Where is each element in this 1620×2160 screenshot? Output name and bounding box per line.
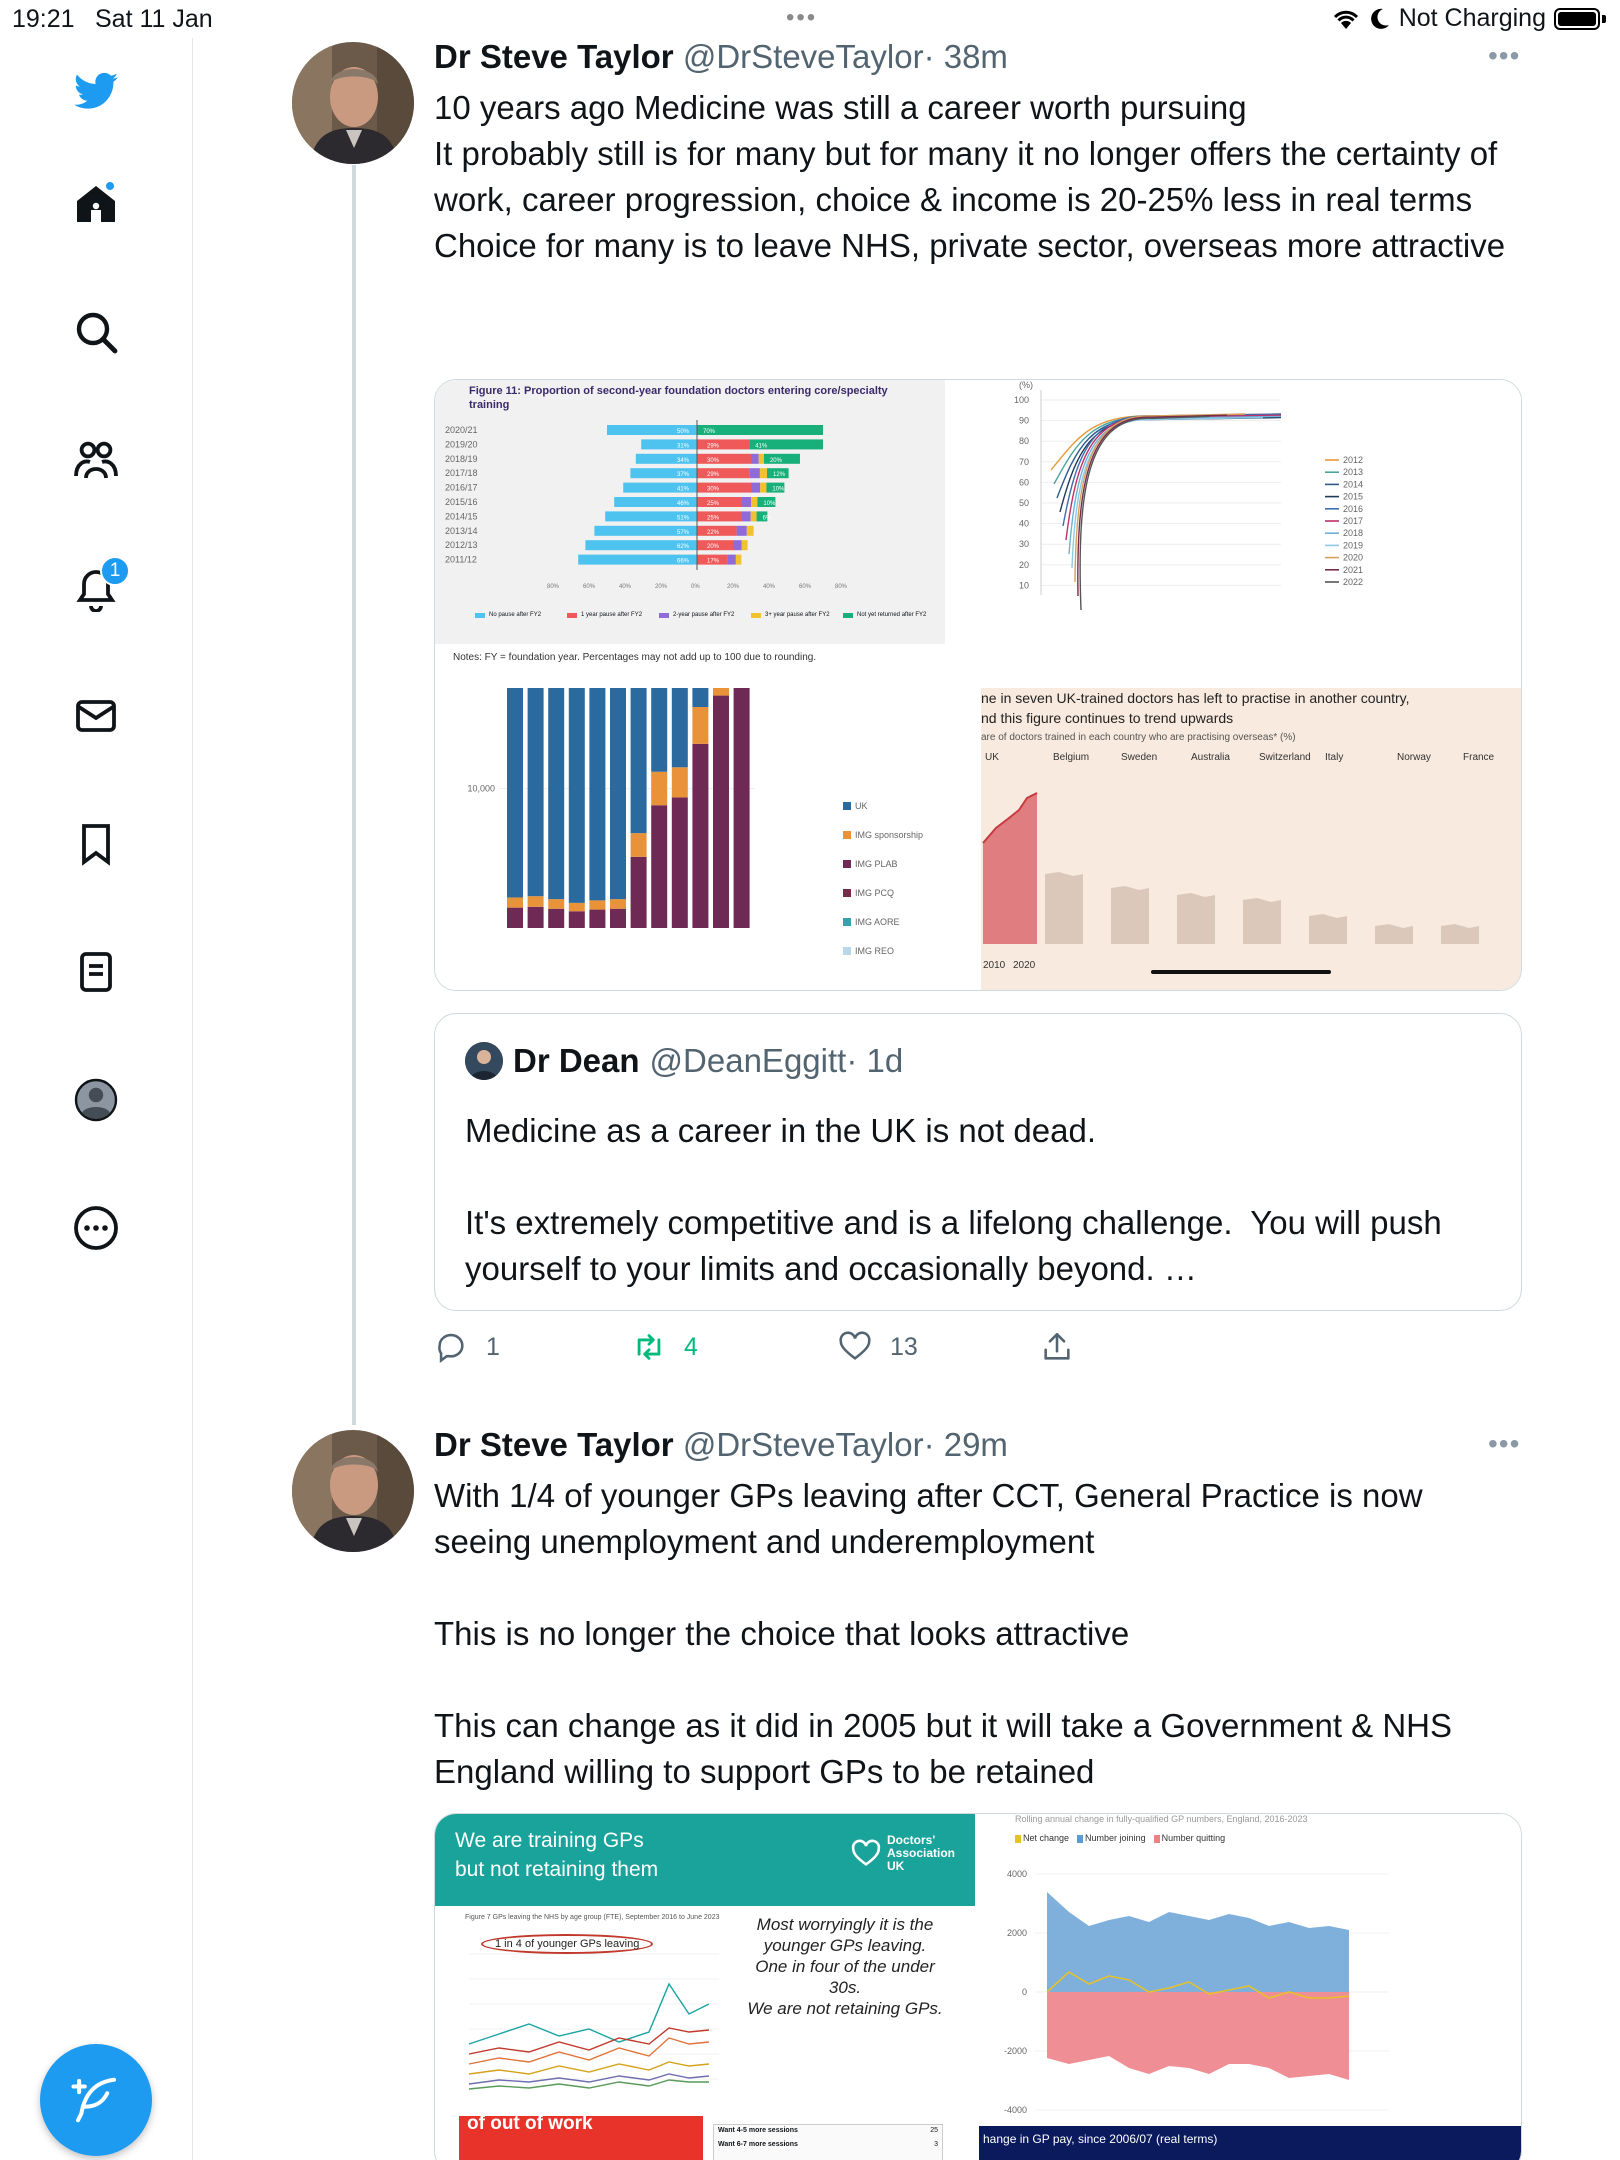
tweet-header [434, 1426, 1008, 1464]
fig11-axis-tick: 60% [799, 584, 812, 590]
fig11-bar-two-year [742, 497, 751, 507]
communities-icon[interactable] [70, 434, 122, 486]
stack-bar-uk [651, 688, 667, 772]
overseas-area-country [1111, 886, 1149, 944]
fig11-bar-label: 57% [677, 529, 690, 536]
tweet-more-button[interactable]: ••• [1488, 40, 1521, 71]
author-handle[interactable]: @DrSteveTaylor [682, 38, 924, 75]
stack-bar-img-sponsorship [610, 899, 626, 909]
fig11-bar-three-year [751, 497, 757, 507]
table-row-value: 25 [930, 2127, 938, 2134]
fig11-year-label: 2019/20 [445, 439, 478, 450]
overseas-area-country [1045, 872, 1083, 944]
fig11-bar-label: 70% [703, 429, 716, 435]
cum-legend-label: 2017 [1343, 516, 1364, 526]
stack-bar-uk [507, 688, 523, 897]
quote-header [465, 1042, 903, 1080]
gpn-legend-item: Net change [1015, 1833, 1069, 1843]
fig11-year-label: 2013/14 [445, 525, 478, 536]
overseas-headline-1: ne in seven UK-trained doctors has left to practise in another country, [981, 690, 1410, 706]
stack-bar-img-plab [631, 857, 647, 928]
fig11-axis-tick: 40% [619, 584, 632, 590]
fig11-axis-tick: 0% [691, 584, 700, 590]
gp-pay-banner-text: hange in GP pay, since 2006/07 (real terms) [983, 2132, 1218, 2146]
da-uk-table [713, 2124, 943, 2160]
cum-series-line [1072, 418, 1263, 568]
fig11-bar-label: 51% [677, 515, 690, 522]
overseas-subtitle: are of doctors trained in each country who are practising overseas* (%) [981, 732, 1296, 743]
retweet-icon [632, 1330, 666, 1364]
fig11-bar-label: 20% [707, 544, 720, 551]
fig11-axis-tick: 20% [727, 584, 740, 590]
battery-tip [1602, 15, 1606, 23]
tweet-media-grid[interactable] [434, 379, 1522, 991]
fig11-bar-label: 31% [677, 443, 690, 450]
stack-bar-uk [631, 688, 647, 833]
stack-bar-uk [692, 688, 708, 707]
cum-legend-label: 2015 [1343, 491, 1364, 502]
reply-count: 1 [486, 1332, 500, 1361]
fig11-bar-label: 22% [707, 529, 720, 536]
da-uk-footer-banner [459, 2113, 703, 2160]
stack-bar-img-plab [569, 911, 585, 928]
table-row-value: 3 [934, 2141, 938, 2148]
quote-author-name[interactable]: Dr Dean [513, 1042, 640, 1079]
cum-legend-label: 2019 [1343, 540, 1364, 551]
media-gp-numbers[interactable] [979, 1814, 1522, 2160]
gp-numbers-title: Rolling annual change in fully-qualified GP numbers, England, 2016-2023 [1015, 1814, 1308, 1824]
fig11-bar-label: 25% [707, 501, 720, 507]
media-da-uk[interactable] [435, 1814, 975, 2160]
share-button[interactable] [1040, 1330, 1074, 1364]
stack-bar-img-sponsorship [528, 896, 544, 907]
stack-bar-img-sponsorship [589, 900, 605, 909]
overseas-area-country [1375, 924, 1413, 944]
home-icon[interactable] [70, 178, 122, 230]
stacked-bar-chart [435, 688, 977, 991]
gpn-legend-item: Number joining [1077, 1833, 1146, 1843]
fig11-bar-label: 10% [763, 501, 776, 507]
fig11-bar-two-year [751, 454, 759, 464]
stack-legend-swatch [843, 918, 851, 926]
cum-y-tick: 10 [1018, 580, 1029, 591]
avatar[interactable] [292, 42, 414, 164]
more-icon[interactable] [70, 1202, 122, 1254]
profile-icon[interactable] [70, 1074, 122, 1126]
stack-bar-img-plab [734, 688, 750, 928]
overseas-country-label: UK [985, 752, 999, 763]
fig11-bar-label: 6% [762, 515, 772, 522]
gpn-y-tick: -4000 [1003, 2105, 1027, 2115]
fig11-legend-item: 2-year pause after FY2 [659, 612, 749, 619]
fig11-bar-label: 50% [677, 429, 690, 435]
overseas-area-country [1177, 893, 1215, 944]
legend-swatch [475, 613, 485, 618]
fig11-bar-three-year [760, 468, 767, 478]
overseas-x-label: 2010 [983, 960, 1006, 971]
da-uk-callout: 1 in 4 of younger GPs leaving [481, 1934, 653, 1954]
messages-icon[interactable] [70, 690, 122, 742]
media-cumulative-chart[interactable] [981, 380, 1522, 684]
stack-bar-img-sponsorship [692, 707, 708, 744]
tweet-more-button[interactable]: ••• [1488, 1428, 1521, 1459]
status-bar [0, 0, 1620, 38]
like-count: 13 [890, 1332, 918, 1361]
reply-icon [434, 1330, 468, 1364]
overseas-area-country [1441, 924, 1479, 944]
cum-y-tick: 50 [1018, 498, 1029, 508]
fig11-bar-one-year [697, 454, 751, 464]
stack-bar-img-plab [507, 908, 523, 928]
fig11-bar-three-year [760, 483, 766, 493]
figure11-chart [435, 420, 945, 620]
tweet-actions [434, 1330, 1134, 1370]
tweet-text: With 1/4 of younger GPs leaving after CCT, General Practice is now seeing unemployment and underemployment This is no longer the choice that looks attractive This can change as it did in 2005 but it will take a Government & NHS England willing to support GPs to be retained [434, 1477, 1453, 1790]
stack-legend-label: UK [855, 801, 868, 811]
overseas-country-label: Sweden [1121, 752, 1158, 763]
overseas-country-label: Italy [1325, 752, 1344, 763]
gpn-legend-item: Number quitting [1154, 1833, 1226, 1843]
quoted-tweet[interactable] [434, 1013, 1522, 1311]
fig11-bar-one-year [697, 483, 751, 493]
cum-y-tick: 40 [1018, 518, 1029, 529]
table-row-label: Want 4-5 more sessions [718, 2127, 798, 2134]
wifi-icon [1331, 7, 1361, 31]
cum-y-tick: 100 [1013, 395, 1029, 405]
overseas-country-label: Switzerland [1259, 752, 1311, 763]
tweet-media-grid[interactable] [434, 1813, 1522, 2160]
media-overseas-chart[interactable] [981, 688, 1522, 991]
tweet-text: 10 years ago Medicine was still a career worth pursuing It probably still is for many but for many it no longer offers the certainty of work, career progression, choice & income is 20-25% less in real terms Choice for many is to leave NHS, private sector, overseas more attractive [434, 89, 1506, 264]
fig11-bar-two-year [728, 555, 736, 565]
legend-swatch [659, 613, 669, 618]
fig11-bar-label: 34% [677, 457, 690, 464]
overseas-country-label: Australia [1191, 752, 1230, 763]
lists-icon[interactable] [70, 946, 122, 998]
fig11-year-label: 2012/13 [445, 540, 478, 551]
fig11-bar-label: 20% [769, 457, 782, 464]
quote-author-handle[interactable]: @DeanEggitt [649, 1042, 847, 1079]
stack-legend-swatch [843, 831, 851, 839]
stack-bar-img-plab [589, 910, 605, 928]
cum-legend-label: 2012 [1343, 455, 1364, 465]
overseas-country-label: Belgium [1053, 752, 1090, 763]
fig11-bar-label: 10% [772, 486, 785, 493]
reply-button[interactable] [434, 1330, 500, 1364]
overseas-x-label: 2020 [1013, 960, 1036, 971]
stack-legend-label: IMG AORE [855, 917, 900, 927]
stack-legend-label: IMG PCQ [855, 888, 895, 898]
stack-bar-img-plab [672, 797, 688, 928]
stethoscope-heart-icon [849, 1836, 883, 1870]
fig11-bar-one-year [697, 511, 742, 521]
da-uk-banner-text: We are training GPs but not retaining them [455, 1829, 659, 1881]
stack-bar-img-plab [548, 909, 564, 928]
cum-series-line [1080, 416, 1209, 610]
gpn-area-joining [1047, 1892, 1349, 1992]
home-new-dot [104, 180, 116, 192]
fig11-legend-item: 3+ year pause after FY2 [751, 612, 841, 619]
stack-bar-img-sponsorship [548, 899, 564, 909]
fig11-year-label: 2015/16 [445, 497, 478, 507]
quote-text: Medicine as a career in the UK is not dead. It's extremely competitive and is a lifelong challenge. You will push yourself to your limits and occasionally beyond. … [465, 1112, 1442, 1287]
fig11-bar-two-year [733, 540, 742, 550]
notifications-icon[interactable] [70, 562, 122, 614]
fig11-bar-label: 41% [755, 443, 768, 450]
fig11-bar-one-year [697, 497, 742, 507]
twitter-bird-icon[interactable] [70, 66, 122, 118]
fig11-bar-label: 29% [707, 472, 720, 479]
stack-bar-img-sponsorship [651, 772, 667, 805]
sidebar-nav [0, 38, 193, 2160]
stack-bar-uk [548, 688, 564, 899]
stack-legend-label: IMG REO [855, 946, 895, 956]
figure11-title: Figure 11: Proportion of second-year foundation doctors entering core/specialty training [469, 385, 888, 411]
cum-y-tick: 70 [1018, 456, 1029, 467]
status-right [1331, 4, 1606, 33]
overseas-chart [981, 748, 1522, 991]
stack-legend-label: IMG PLAB [855, 859, 898, 869]
stack-bar-img-sponsorship [631, 833, 647, 857]
stack-bar-uk [528, 688, 544, 896]
legend-swatch [751, 613, 761, 618]
compose-tweet-button[interactable] [40, 2044, 152, 2156]
overseas-country-label: France [1463, 752, 1495, 763]
fig11-year-label: 2011/12 [445, 554, 477, 565]
fig11-axis-tick: 80% [547, 584, 560, 590]
multitasking-dots[interactable]: ••• [786, 4, 818, 31]
charging-status: Not Charging [1398, 4, 1546, 32]
gpn-y-tick: -2000 [1003, 2046, 1027, 2056]
notifications-badge: 1 [100, 556, 130, 586]
stack-bar-img-plab [713, 696, 729, 928]
fig11-bar-two-year [742, 511, 751, 521]
stack-bar-img-sponsorship [713, 688, 729, 696]
tweet-header [434, 38, 1008, 76]
fig11-year-label: 2016/17 [445, 482, 478, 493]
fig11-bar-label: 66% [677, 558, 690, 565]
stack-bar-uk [589, 688, 605, 900]
cum-y-tick: 90 [1018, 415, 1029, 426]
fig11-bar-three-year [736, 555, 742, 565]
cum-y-tick: 60 [1018, 477, 1029, 488]
tweet-time[interactable]: · 29m [923, 1426, 1008, 1463]
stack-bar-uk [672, 688, 688, 767]
stack-legend-label: IMG sponsorship [855, 830, 924, 840]
cum-legend-label: 2016 [1343, 503, 1364, 514]
stack-bar-img-plab [692, 744, 708, 928]
cum-y-tick: 30 [1018, 539, 1029, 550]
gpn-y-tick: 0 [1021, 1987, 1027, 1997]
legend-swatch [843, 613, 853, 618]
gpn-y-tick: 2000 [1006, 1928, 1027, 1938]
cum-legend-label: 2013 [1343, 467, 1364, 478]
heart-icon [838, 1330, 872, 1364]
stack-bar-img-sponsorship [569, 903, 585, 911]
retweet-count: 4 [684, 1332, 698, 1361]
quote-time[interactable]: · 1d [846, 1042, 904, 1079]
stack-bar-uk [610, 688, 626, 899]
stack-legend-swatch [843, 860, 851, 868]
thread-connector-line [352, 165, 356, 1425]
gp-numbers-chart [979, 1842, 1522, 2142]
fig11-bar-label: 17% [707, 558, 720, 565]
gp-numbers-legend [1015, 1828, 1315, 1842]
fig11-bar-two-year [751, 483, 760, 493]
gp-pay-banner [979, 2126, 1522, 2160]
stack-legend-swatch [843, 889, 851, 897]
fig11-year-label: 2020/21 [445, 425, 478, 435]
table-row-label: Want 6-7 more sessions [718, 2141, 798, 2148]
author-name[interactable]: Dr Steve Taylor [434, 1426, 674, 1463]
stack-legend-swatch [843, 947, 851, 955]
fig11-bar-label: 25% [707, 515, 720, 522]
fig11-axis-tick: 80% [835, 584, 848, 590]
retweet-button[interactable] [632, 1330, 698, 1364]
overseas-area-country [1243, 898, 1281, 944]
fig11-bar-label: 41% [677, 486, 690, 493]
overseas-country-label: Norway [1397, 752, 1431, 763]
fig11-bar-label: 30% [707, 486, 720, 493]
quote-avatar[interactable] [465, 1042, 503, 1080]
stack-legend-swatch [843, 802, 851, 810]
fig11-bar-label: 62% [677, 544, 690, 551]
stack-y-tick: 10,000 [467, 783, 495, 794]
stack-bar-img-sponsorship [507, 897, 523, 907]
da-uk-banner [435, 1814, 975, 1906]
cum-y-tick: 20 [1018, 559, 1029, 570]
home-indicator [1151, 970, 1331, 974]
fig11-axis-tick: 20% [655, 584, 668, 590]
media-figure11[interactable] [435, 380, 977, 684]
author-handle[interactable]: @DrSteveTaylor [682, 1426, 924, 1463]
fig11-bar-label: 46% [677, 501, 690, 507]
overseas-area-uk [983, 793, 1037, 944]
fig11-bar-label: 30% [707, 457, 720, 464]
fig11-bar-label: 29% [707, 443, 720, 450]
cumulative-chart [981, 380, 1522, 684]
stack-bar-img-plab [610, 909, 626, 928]
cum-series-line [1063, 414, 1281, 526]
battery-icon [1554, 8, 1600, 30]
cum-legend-label: 2018 [1343, 528, 1364, 539]
fig11-year-label: 2014/15 [445, 511, 478, 522]
bookmarks-icon[interactable] [70, 818, 122, 870]
gpleave-series-line [469, 2038, 709, 2064]
fig11-year-label: 2018/19 [445, 453, 478, 464]
fig11-bar-three-year [759, 454, 764, 464]
cum-legend-label: 2014 [1343, 479, 1364, 490]
stack-bar-img-plab [528, 907, 544, 928]
compose-feather-icon [69, 2073, 123, 2127]
author-name[interactable]: Dr Steve Taylor [434, 38, 674, 75]
cum-legend-label: 2022 [1343, 577, 1364, 587]
search-icon[interactable] [70, 306, 122, 358]
cum-y-tick: 80 [1018, 436, 1029, 447]
cum-series-line [1078, 415, 1227, 596]
fig11-legend-item: No pause after FY2 [475, 612, 565, 619]
cum-series-line [1069, 416, 1281, 554]
overseas-area-country [1309, 914, 1347, 944]
avatar[interactable] [292, 1430, 414, 1552]
fig11-bar-three-year [747, 526, 754, 536]
fig11-bar-two-year [749, 468, 760, 478]
status-date: Sat 11 Jan [95, 5, 213, 33]
fig11-axis-tick: 60% [583, 584, 596, 590]
fig11-bar-label: 37% [677, 472, 690, 479]
fig11-legend-item: Not yet returned after FY2 [843, 612, 933, 619]
like-button[interactable] [838, 1330, 918, 1364]
fig11-axis-tick: 40% [763, 584, 776, 590]
legend-swatch [567, 613, 577, 618]
da-uk-footer-text: of out of work [467, 2113, 593, 2134]
fig11-bar-three-year [751, 511, 757, 521]
gpleave-series-line [469, 1984, 709, 2044]
status-time: 19:21 [12, 5, 75, 33]
figure11-legend [475, 612, 935, 636]
gpleave-series-line [469, 2062, 709, 2074]
figure11-notes: Notes: FY = foundation year. Percentages may not add up to 100 due to rounding. [453, 652, 817, 663]
stack-bar-img-plab [651, 805, 667, 928]
fig11-bar-not-returned [697, 425, 823, 435]
stack-bar-uk [569, 688, 585, 903]
share-icon [1040, 1330, 1074, 1364]
fig11-year-label: 2017/18 [445, 468, 478, 479]
overseas-headline-2: nd this figure continues to trend upwards [981, 710, 1234, 726]
fig11-bar-two-year [737, 526, 747, 536]
gpn-y-tick: 4000 [1006, 1869, 1027, 1879]
fig11-bar-label: 12% [773, 472, 786, 479]
da-uk-quote: Most worryingly it is the younger GPs leaving. One in four of the under 30s. We are not retaining GPs. [747, 1915, 943, 2018]
cum-unit-label: (%) [1019, 380, 1033, 390]
cum-legend-label: 2020 [1343, 552, 1364, 563]
fig11-bar-three-year [742, 540, 748, 550]
stack-bar-img-sponsorship [672, 767, 688, 797]
fig11-legend-item: 1 year pause after FY2 [567, 612, 657, 619]
da-uk-chart-caption: Figure 7 GPs leaving the NHS by age group (FTE), September 2016 to June 2023 [465, 1914, 720, 1921]
cum-series-line [1075, 414, 1245, 582]
do-not-disturb-moon-icon [1369, 7, 1391, 31]
fig11-bar-one-year [697, 468, 749, 478]
fig11-bar-one-year [697, 439, 749, 449]
gpn-area-quitting [1047, 1992, 1349, 2080]
da-uk-org-name: Doctors' Association UK [887, 1833, 956, 1873]
cum-legend-label: 2021 [1343, 564, 1364, 575]
tweet-time[interactable]: · 38m [923, 38, 1008, 75]
media-stacked-chart[interactable] [435, 688, 977, 991]
